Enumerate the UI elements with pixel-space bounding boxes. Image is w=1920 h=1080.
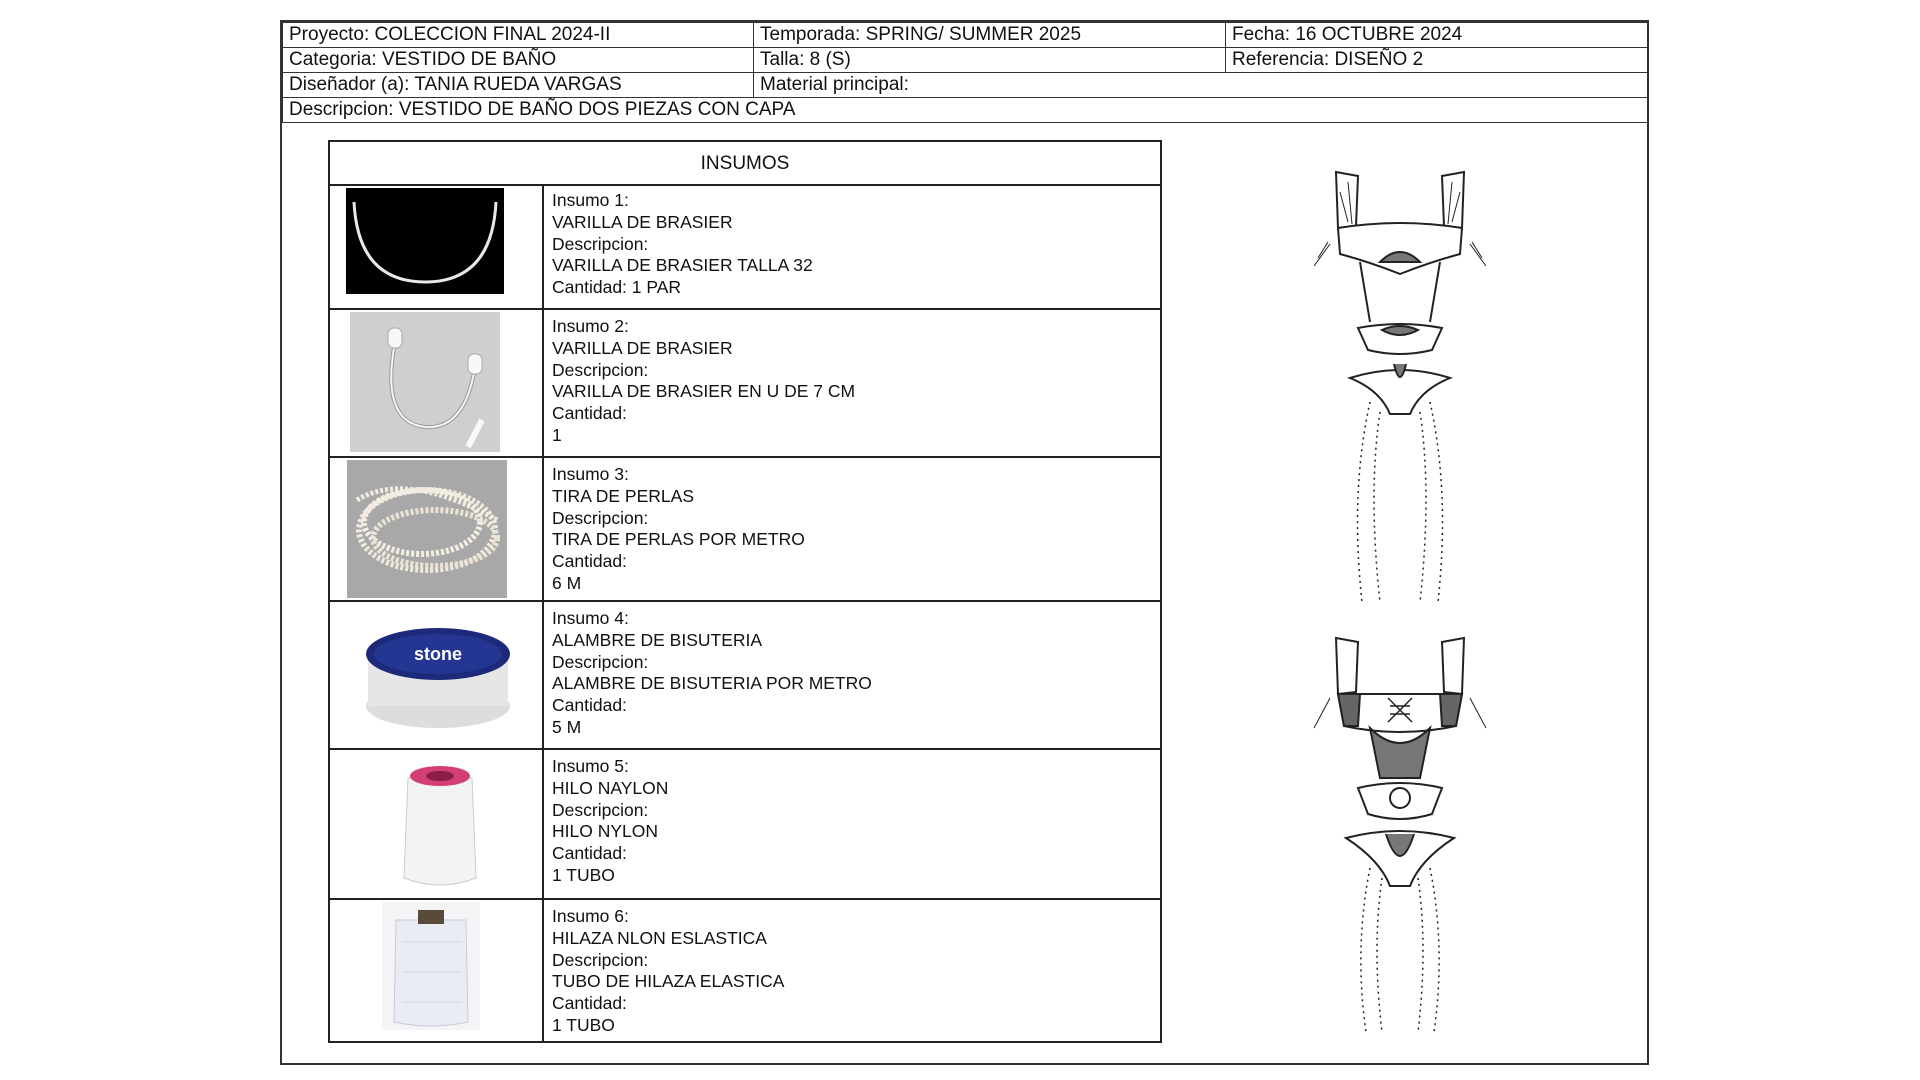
spool-label: stone	[413, 644, 463, 664]
cantidad-value: 1 TUBO	[552, 1014, 615, 1035]
insumo-row	[330, 900, 1160, 1041]
u-wire-image	[350, 312, 500, 452]
insumo-row	[330, 184, 1160, 310]
descripcion-label: Descripcion:	[552, 233, 649, 254]
insumo-image-cell	[330, 458, 544, 600]
insumo-text	[552, 464, 805, 595]
disenador-field: Diseñador (a): TANIA RUEDA VARGAS	[283, 73, 754, 98]
insumo-label: Insumo 4:	[552, 608, 629, 628]
insumo-text	[552, 756, 668, 887]
descripcion-value: VARILLA DE BRASIER TALLA 32	[552, 255, 813, 276]
descripcion-value: TUBO DE HILAZA ELASTICA	[552, 971, 785, 992]
wire-spool-image	[358, 614, 518, 734]
insumo-text	[552, 316, 855, 447]
insumo-image-cell	[330, 310, 544, 456]
insumo-row	[330, 602, 1160, 750]
insumo-name: TIRA DE PERLAS	[552, 485, 694, 506]
insumo-row	[330, 310, 1160, 458]
cantidad-value: 1 TUBO	[552, 864, 615, 885]
cantidad-label: Cantidad: 1 PAR	[552, 277, 682, 298]
insumo-label: Insumo 1:	[552, 190, 629, 210]
swimsuit-back-sketch	[1310, 628, 1490, 1048]
cantidad-label: Cantidad:	[552, 993, 627, 1014]
insumo-image-cell	[330, 750, 544, 898]
header-table	[282, 22, 1648, 123]
cantidad-label: Cantidad:	[552, 551, 627, 572]
descripcion-label: Descripcion:	[552, 799, 649, 820]
insumo-text	[552, 906, 784, 1037]
insumo-name: HILAZA NLON ESLASTICA	[552, 927, 767, 948]
swimsuit-front-sketch	[1310, 162, 1490, 622]
cantidad-label: Cantidad:	[552, 403, 627, 424]
insumo-row	[330, 458, 1160, 602]
insumo-label: Insumo 6:	[552, 906, 629, 926]
proyecto-field: Proyecto: COLECCION FINAL 2024-II	[283, 23, 754, 48]
descripcion-label: Descripcion:	[552, 651, 649, 672]
temporada-field: Temporada: SPRING/ SUMMER 2025	[754, 23, 1226, 48]
cantidad-value: 5 M	[552, 716, 582, 737]
pearl-strands-image	[347, 460, 507, 598]
descripcion-value: ALAMBRE DE BISUTERIA POR METRO	[552, 673, 872, 694]
underwire-image	[346, 188, 504, 294]
insumo-name: ALAMBRE DE BISUTERIA	[552, 629, 763, 650]
insumo-text	[552, 190, 813, 299]
cantidad-value: 6 M	[552, 572, 582, 593]
descripcion-value: VARILLA DE BRASIER EN U DE 7 CM	[552, 381, 856, 402]
insumo-name: VARILLA DE BRASIER	[552, 211, 733, 232]
referencia-field: Referencia: DISEÑO 2	[1226, 48, 1648, 73]
elastic-yarn-tube-image	[382, 902, 480, 1030]
talla-field: Talla: 8 (S)	[754, 48, 1226, 73]
insumos-table	[328, 140, 1162, 1043]
cantidad-label: Cantidad:	[552, 695, 627, 716]
descripcion-label: Descripcion:	[552, 949, 649, 970]
descripcion-label: Descripcion:	[552, 359, 649, 380]
insumo-label: Insumo 5:	[552, 756, 629, 776]
insumo-image-cell	[330, 900, 544, 1041]
insumo-image-cell	[330, 602, 544, 748]
descripcion-label: Descripcion:	[552, 507, 649, 528]
fecha-field: Fecha: 16 OCTUBRE 2024	[1226, 23, 1648, 48]
descripcion-value: TIRA DE PERLAS POR METRO	[552, 529, 805, 550]
insumo-label: Insumo 3:	[552, 464, 629, 484]
insumo-name: HILO NAYLON	[552, 777, 669, 798]
cantidad-value: 1	[552, 424, 562, 445]
descripcion-value: HILO NYLON	[552, 821, 658, 842]
insumo-image-cell	[330, 184, 544, 308]
insumos-title: INSUMOS	[330, 142, 1160, 186]
insumo-row	[330, 750, 1160, 900]
thread-cone-image	[400, 758, 480, 892]
cantidad-label: Cantidad:	[552, 843, 627, 864]
insumo-name: VARILLA DE BRASIER	[552, 337, 733, 358]
insumo-text	[552, 608, 872, 739]
descripcion-field: Descripcion: VESTIDO DE BAÑO DOS PIEZAS CON CAPA	[283, 98, 1648, 123]
insumo-label: Insumo 2:	[552, 316, 629, 336]
tech-sheet	[280, 20, 1649, 1065]
categoria-field: Categoria: VESTIDO DE BAÑO	[283, 48, 754, 73]
material-field: Material principal:	[754, 73, 1648, 98]
